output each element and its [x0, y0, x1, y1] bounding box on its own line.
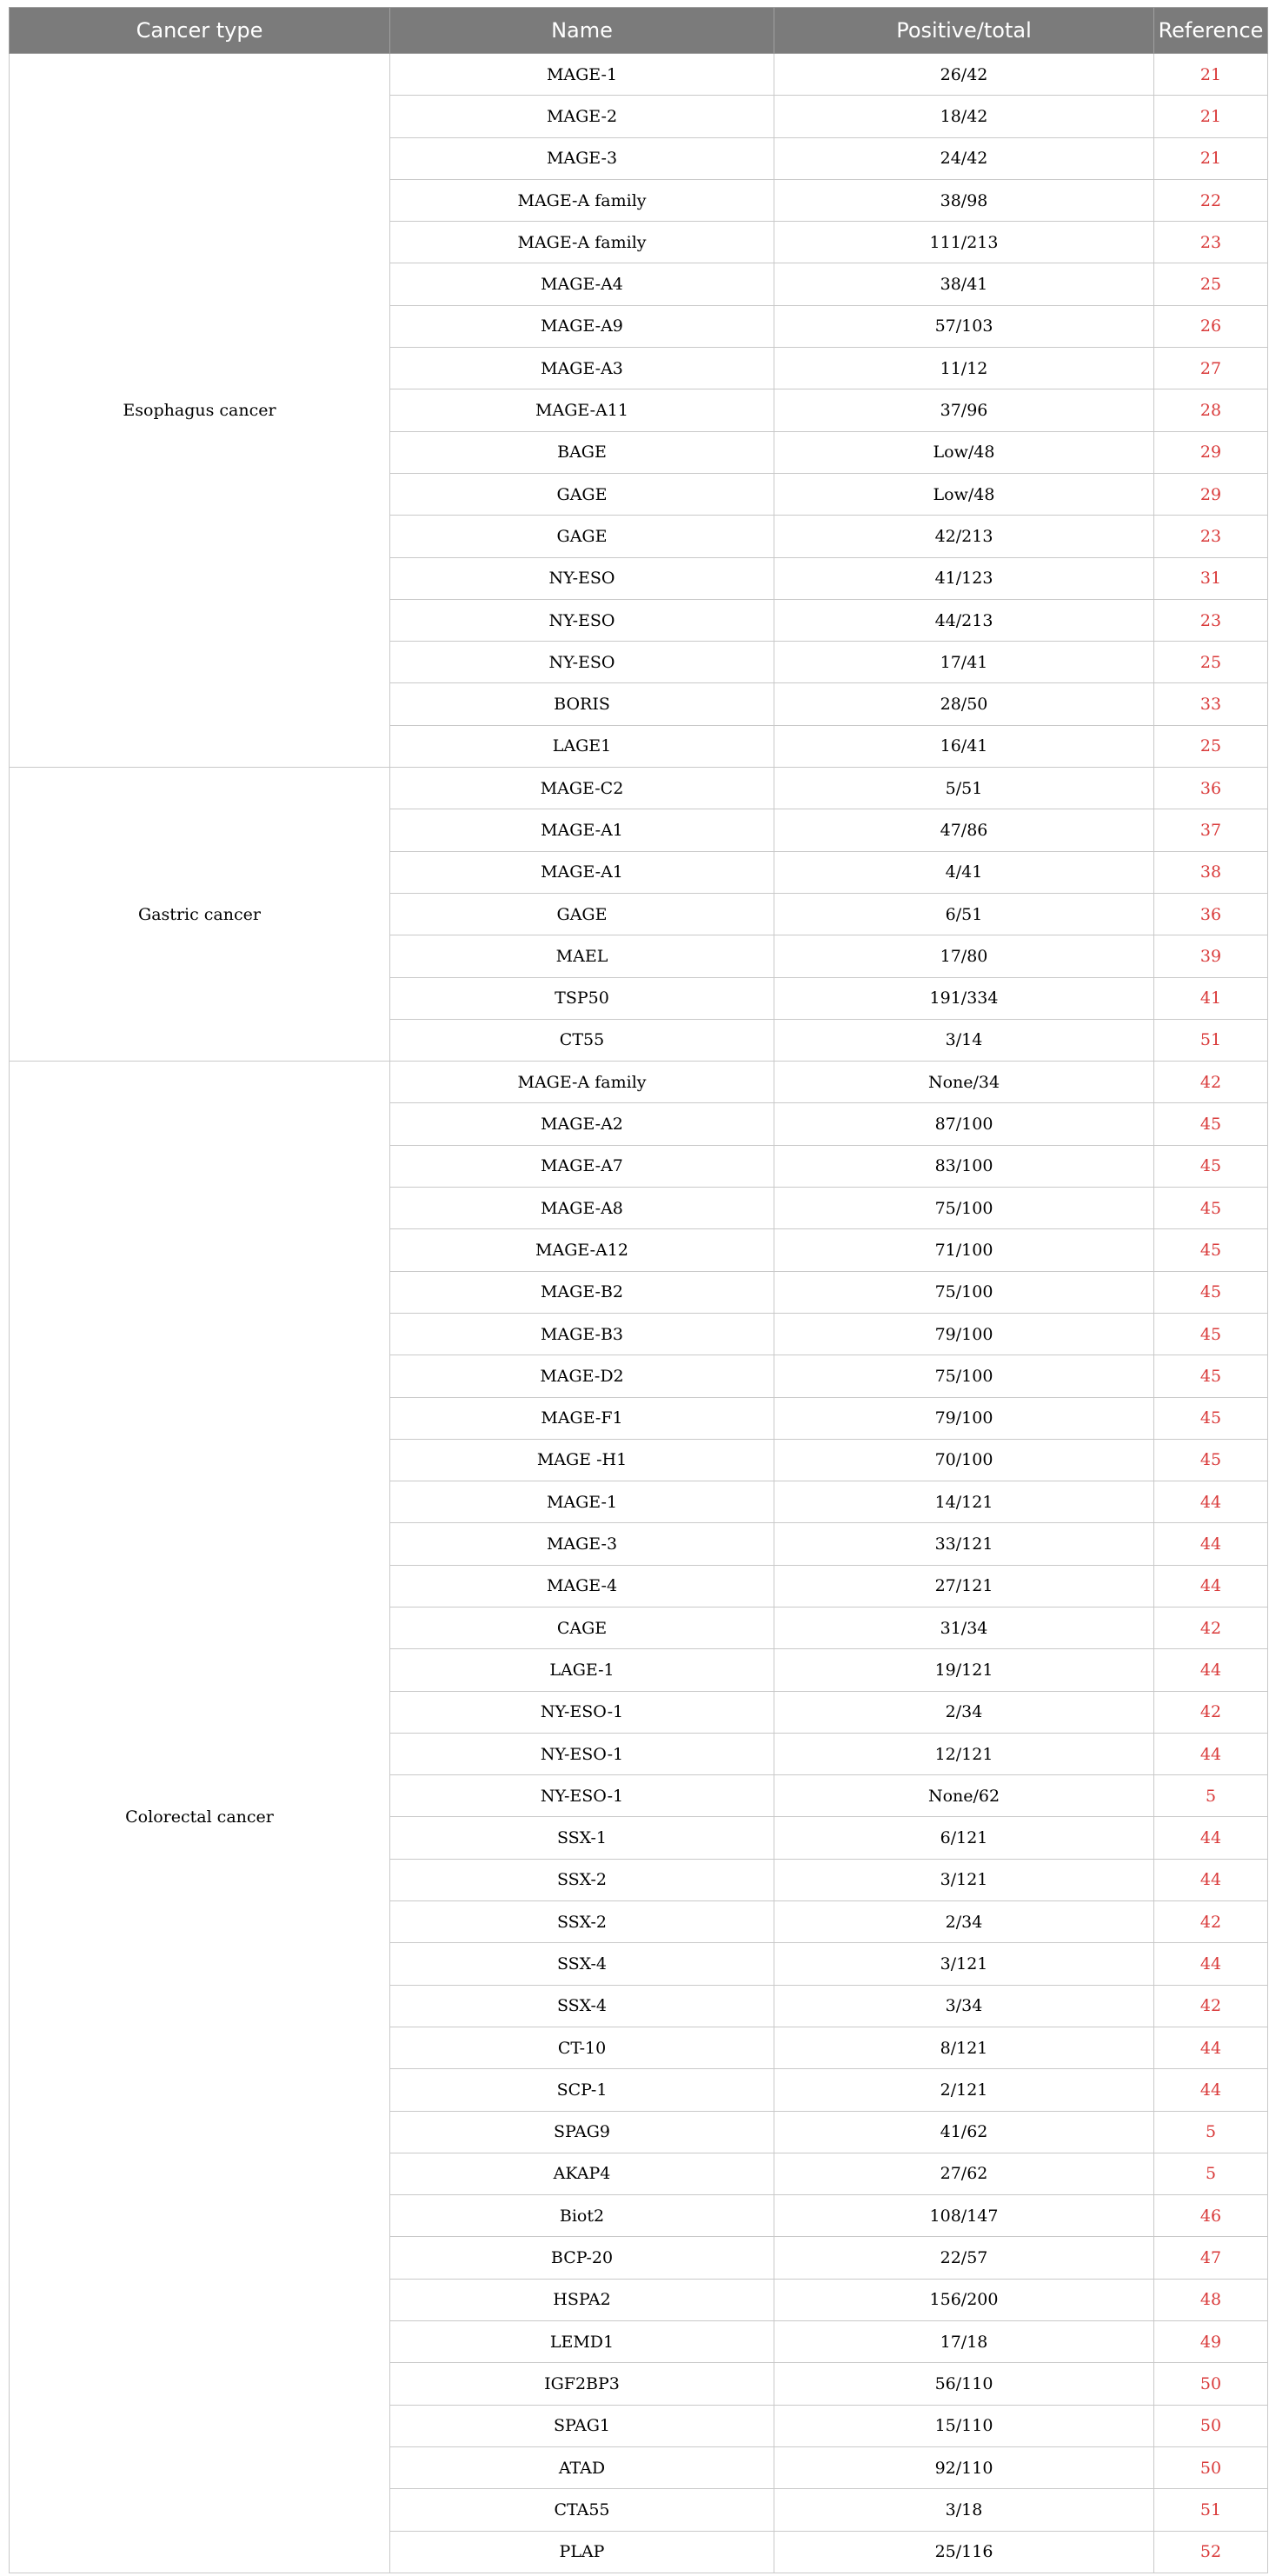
reference-link[interactable]: 29 [1154, 473, 1268, 515]
reference-link[interactable]: 21 [1154, 54, 1268, 96]
name-cell: BAGE [390, 431, 774, 473]
reference-link[interactable]: 45 [1154, 1313, 1268, 1355]
positive-total-cell: Low/48 [774, 473, 1154, 515]
header-reference: Reference [1154, 8, 1268, 54]
positive-total-cell: 6/51 [774, 893, 1154, 935]
reference-link[interactable]: 31 [1154, 557, 1268, 599]
name-cell: SSX-1 [390, 1817, 774, 1859]
name-cell: MAGE-A7 [390, 1145, 774, 1187]
reference-link[interactable]: 37 [1154, 809, 1268, 851]
name-cell: MAGE-A1 [390, 809, 774, 851]
reference-link[interactable]: 44 [1154, 1817, 1268, 1859]
name-cell: PLAP [390, 2531, 774, 2573]
positive-total-cell: 12/121 [774, 1733, 1154, 1774]
positive-total-cell: 19/121 [774, 1649, 1154, 1691]
reference-link[interactable]: 5 [1154, 1775, 1268, 1817]
cancer-type-cell: Colorectal cancer [10, 1062, 390, 2573]
name-cell: CAGE [390, 1607, 774, 1648]
reference-link[interactable]: 45 [1154, 1103, 1268, 1145]
positive-total-cell: 2/121 [774, 2069, 1154, 2111]
reference-link[interactable]: 36 [1154, 768, 1268, 809]
name-cell: MAGE-1 [390, 1481, 774, 1523]
name-cell: AKAP4 [390, 2153, 774, 2194]
positive-total-cell: 25/116 [774, 2531, 1154, 2573]
positive-total-cell: 44/213 [774, 599, 1154, 641]
reference-link[interactable]: 45 [1154, 1271, 1268, 1313]
positive-total-cell: 14/121 [774, 1481, 1154, 1523]
reference-link[interactable]: 45 [1154, 1229, 1268, 1271]
positive-total-cell: 5/51 [774, 768, 1154, 809]
name-cell: SPAG9 [390, 2111, 774, 2153]
table-row [10, 1062, 1268, 1103]
positive-total-cell: 17/80 [774, 935, 1154, 977]
table-header [10, 8, 1268, 54]
reference-link[interactable]: 50 [1154, 2405, 1268, 2446]
positive-total-cell: 3/121 [774, 1859, 1154, 1900]
reference-link[interactable]: 5 [1154, 2153, 1268, 2194]
name-cell: ATAD [390, 2446, 774, 2488]
reference-link[interactable]: 49 [1154, 2321, 1268, 2363]
reference-link[interactable]: 25 [1154, 263, 1268, 305]
positive-total-cell: 108/147 [774, 2195, 1154, 2237]
positive-total-cell: 15/110 [774, 2405, 1154, 2446]
name-cell: SSX-2 [390, 1901, 774, 1943]
table-row [10, 768, 1268, 809]
positive-total-cell: 71/100 [774, 1229, 1154, 1271]
name-cell: MAGE-C2 [390, 768, 774, 809]
name-cell: CTA55 [390, 2489, 774, 2531]
header-cancer-type: Cancer type [10, 8, 390, 54]
name-cell: NY-ESO [390, 599, 774, 641]
reference-link[interactable]: 44 [1154, 1859, 1268, 1900]
name-cell: MAGE-A12 [390, 1229, 774, 1271]
name-cell: MAGE-3 [390, 1523, 774, 1565]
header-row [10, 8, 1268, 54]
name-cell: NY-ESO [390, 557, 774, 599]
positive-total-cell: 6/121 [774, 1817, 1154, 1859]
positive-total-cell: 37/96 [774, 389, 1154, 431]
reference-link[interactable]: 44 [1154, 1733, 1268, 1774]
name-cell: MAGE-B2 [390, 1271, 774, 1313]
name-cell: MAEL [390, 935, 774, 977]
name-cell: Biot2 [390, 2195, 774, 2237]
positive-total-cell: 70/100 [774, 1439, 1154, 1481]
reference-link[interactable]: 45 [1154, 1355, 1268, 1397]
positive-total-cell: 41/123 [774, 557, 1154, 599]
positive-total-cell: 8/121 [774, 2027, 1154, 2068]
reference-link[interactable]: 42 [1154, 1691, 1268, 1733]
reference-link[interactable]: 44 [1154, 1523, 1268, 1565]
name-cell: MAGE-A4 [390, 263, 774, 305]
name-cell: MAGE-D2 [390, 1355, 774, 1397]
name-cell: BCP-20 [390, 2237, 774, 2279]
reference-link[interactable]: 51 [1154, 2489, 1268, 2531]
reference-link[interactable]: 45 [1154, 1145, 1268, 1187]
positive-total-cell: 75/100 [774, 1188, 1154, 1229]
reference-link[interactable]: 23 [1154, 599, 1268, 641]
reference-link[interactable]: 46 [1154, 2195, 1268, 2237]
name-cell: MAGE-3 [390, 137, 774, 179]
name-cell: HSPA2 [390, 2279, 774, 2320]
name-cell: SSX-2 [390, 1859, 774, 1900]
reference-link[interactable]: 45 [1154, 1188, 1268, 1229]
reference-link[interactable]: 38 [1154, 851, 1268, 893]
name-cell: NY-ESO-1 [390, 1691, 774, 1733]
positive-total-cell: 31/34 [774, 1607, 1154, 1648]
reference-link[interactable]: 5 [1154, 2111, 1268, 2153]
positive-total-cell: 57/103 [774, 305, 1154, 347]
reference-link[interactable]: 21 [1154, 137, 1268, 179]
reference-link[interactable]: 33 [1154, 683, 1268, 725]
reference-link[interactable]: 44 [1154, 2069, 1268, 2111]
positive-total-cell: 17/18 [774, 2321, 1154, 2363]
positive-total-cell: 92/110 [774, 2446, 1154, 2488]
name-cell: SCP-1 [390, 2069, 774, 2111]
positive-total-cell: 156/200 [774, 2279, 1154, 2320]
cancer-type-cell: Esophagus cancer [10, 54, 390, 768]
reference-link[interactable]: 44 [1154, 1649, 1268, 1691]
name-cell: IGF2BP3 [390, 2363, 774, 2405]
reference-link[interactable]: 41 [1154, 977, 1268, 1019]
name-cell: MAGE-A family [390, 222, 774, 263]
positive-total-cell: 24/42 [774, 137, 1154, 179]
name-cell: LAGE1 [390, 725, 774, 767]
reference-link[interactable]: 42 [1154, 1607, 1268, 1648]
positive-total-cell: 16/41 [774, 725, 1154, 767]
name-cell: MAGE-A2 [390, 1103, 774, 1145]
positive-total-cell: 41/62 [774, 2111, 1154, 2153]
cancer-antigen-table [9, 7, 1268, 2573]
reference-link[interactable]: 44 [1154, 1565, 1268, 1607]
reference-link[interactable]: 25 [1154, 642, 1268, 683]
name-cell: MAGE-2 [390, 96, 774, 137]
positive-total-cell: 27/62 [774, 2153, 1154, 2194]
reference-link[interactable]: 47 [1154, 2237, 1268, 2279]
positive-total-cell: 33/121 [774, 1523, 1154, 1565]
reference-link[interactable]: 44 [1154, 1481, 1268, 1523]
reference-link[interactable]: 23 [1154, 516, 1268, 557]
positive-total-cell: 4/41 [774, 851, 1154, 893]
positive-total-cell: None/34 [774, 1062, 1154, 1103]
positive-total-cell: 28/50 [774, 683, 1154, 725]
positive-total-cell: 75/100 [774, 1355, 1154, 1397]
name-cell: LAGE-1 [390, 1649, 774, 1691]
reference-link[interactable]: 50 [1154, 2363, 1268, 2405]
reference-link[interactable]: 22 [1154, 179, 1268, 221]
positive-total-cell: None/62 [774, 1775, 1154, 1817]
name-cell: MAGE-B3 [390, 1313, 774, 1355]
reference-link[interactable]: 50 [1154, 2446, 1268, 2488]
reference-link[interactable]: 42 [1154, 1901, 1268, 1943]
name-cell: MAGE-A11 [390, 389, 774, 431]
name-cell: MAGE-A8 [390, 1188, 774, 1229]
name-cell: NY-ESO [390, 642, 774, 683]
name-cell: SPAG1 [390, 2405, 774, 2446]
reference-link[interactable]: 36 [1154, 893, 1268, 935]
cancer-type-cell: Gastric cancer [10, 768, 390, 1062]
reference-link[interactable]: 44 [1154, 1943, 1268, 1985]
name-cell: CT55 [390, 1019, 774, 1061]
name-cell: SSX-4 [390, 1943, 774, 1985]
table-body [10, 54, 1268, 2573]
positive-total-cell: 2/34 [774, 1901, 1154, 1943]
positive-total-cell: 83/100 [774, 1145, 1154, 1187]
positive-total-cell: 47/86 [774, 809, 1154, 851]
name-cell: GAGE [390, 516, 774, 557]
reference-link[interactable]: 42 [1154, 1985, 1268, 2027]
reference-link[interactable]: 29 [1154, 431, 1268, 473]
reference-link[interactable]: 45 [1154, 1439, 1268, 1481]
positive-total-cell: 79/100 [774, 1313, 1154, 1355]
reference-link[interactable]: 44 [1154, 2027, 1268, 2068]
positive-total-cell: 2/34 [774, 1691, 1154, 1733]
positive-total-cell: 11/12 [774, 348, 1154, 389]
name-cell: SSX-4 [390, 1985, 774, 2027]
positive-total-cell: 111/213 [774, 222, 1154, 263]
name-cell: MAGE-A family [390, 179, 774, 221]
name-cell: NY-ESO-1 [390, 1775, 774, 1817]
positive-total-cell: 79/100 [774, 1397, 1154, 1439]
reference-link[interactable]: 28 [1154, 389, 1268, 431]
positive-total-cell: 3/14 [774, 1019, 1154, 1061]
reference-link[interactable]: 21 [1154, 96, 1268, 137]
name-cell: MAGE-1 [390, 54, 774, 96]
reference-link[interactable]: 27 [1154, 348, 1268, 389]
positive-total-cell: 17/41 [774, 642, 1154, 683]
name-cell: MAGE-A9 [390, 305, 774, 347]
reference-link[interactable]: 23 [1154, 222, 1268, 263]
positive-total-cell: 27/121 [774, 1565, 1154, 1607]
name-cell: GAGE [390, 473, 774, 515]
reference-link[interactable]: 26 [1154, 305, 1268, 347]
positive-total-cell: Low/48 [774, 431, 1154, 473]
positive-total-cell: 75/100 [774, 1271, 1154, 1313]
name-cell: TSP50 [390, 977, 774, 1019]
name-cell: MAGE-F1 [390, 1397, 774, 1439]
table-row [10, 54, 1268, 96]
positive-total-cell: 56/110 [774, 2363, 1154, 2405]
positive-total-cell: 18/42 [774, 96, 1154, 137]
positive-total-cell: 26/42 [774, 54, 1154, 96]
reference-link[interactable]: 51 [1154, 1019, 1268, 1061]
name-cell: MAGE-A3 [390, 348, 774, 389]
positive-total-cell: 3/18 [774, 2489, 1154, 2531]
reference-link[interactable]: 42 [1154, 1062, 1268, 1103]
header-positive-total: Positive/total [774, 8, 1154, 54]
name-cell: GAGE [390, 893, 774, 935]
name-cell: CT-10 [390, 2027, 774, 2068]
name-cell: MAGE-A1 [390, 851, 774, 893]
positive-total-cell: 38/98 [774, 179, 1154, 221]
name-cell: LEMD1 [390, 2321, 774, 2363]
reference-link[interactable]: 48 [1154, 2279, 1268, 2320]
positive-total-cell: 22/57 [774, 2237, 1154, 2279]
name-cell: MAGE-4 [390, 1565, 774, 1607]
positive-total-cell: 3/121 [774, 1943, 1154, 1985]
reference-link[interactable]: 39 [1154, 935, 1268, 977]
reference-link[interactable]: 52 [1154, 2531, 1268, 2573]
positive-total-cell: 191/334 [774, 977, 1154, 1019]
reference-link[interactable]: 25 [1154, 725, 1268, 767]
page [9, 7, 1267, 2573]
positive-total-cell: 42/213 [774, 516, 1154, 557]
positive-total-cell: 87/100 [774, 1103, 1154, 1145]
name-cell: MAGE-A family [390, 1062, 774, 1103]
name-cell: NY-ESO-1 [390, 1733, 774, 1774]
positive-total-cell: 38/41 [774, 263, 1154, 305]
name-cell: MAGE -H1 [390, 1439, 774, 1481]
reference-link[interactable]: 45 [1154, 1397, 1268, 1439]
header-name: Name [390, 8, 774, 54]
name-cell: BORIS [390, 683, 774, 725]
positive-total-cell: 3/34 [774, 1985, 1154, 2027]
